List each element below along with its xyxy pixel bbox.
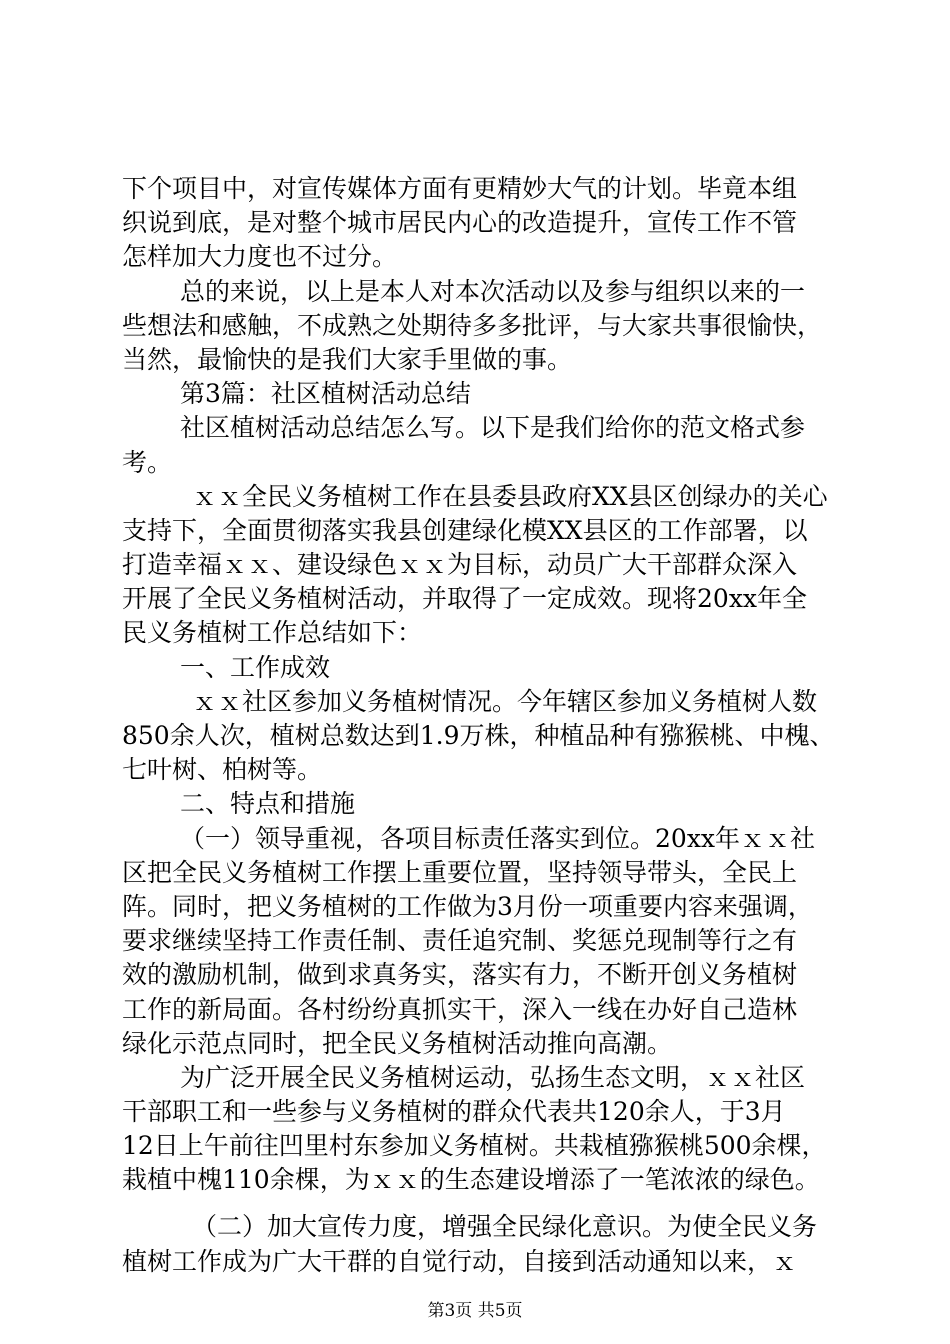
text-line: 考。 (122, 447, 173, 477)
text-line: ｘｘ全民义务植树工作在县委县政府XX县区创绿办的关心 (192, 481, 828, 511)
text-line: 850余人次，植树总数达到1.9万株，种植品种有猕猴桃、中槐、 (122, 721, 834, 750)
section-heading: 一、工作成效 (180, 652, 331, 682)
text-line: 些想法和感触，不成熟之处期待多多批评，与大家共事很愉快， (122, 310, 823, 340)
text-line: 阵。同时，把义务植树的工作做为3月份一项重要内容来强调， (122, 891, 813, 921)
text-line: 效的激励机制，做到求真务实，落实有力，不断开创义务植树 (122, 960, 798, 990)
text-line: 七叶树、柏树等。 (122, 755, 323, 785)
text-line: 工作的新局面。各村纷纷真抓实干，深入一线在办好自己造林 (122, 994, 798, 1024)
text-line: （一）领导重视，各项目标责任落实到位。20xx年ｘｘ社 (180, 823, 816, 853)
text-line: 怎样加大力度也不过分。 (122, 242, 398, 272)
text-line: 要求继续坚持工作责任制、责任追究制、奖惩兑现制等行之有 (122, 926, 798, 956)
text-line: 支持下，全面贯彻落实我县创建绿化模XX县区的工作部署，以 (122, 515, 808, 545)
text-line: 民义务植树工作总结如下： (122, 618, 423, 648)
text-line: 12日上午前往凹里村东参加义务植树。共栽植猕猴桃500余棵， (122, 1131, 827, 1161)
text-line: 社区植树活动总结怎么写。以下是我们给你的范文格式参 (180, 413, 806, 443)
section-heading: 第3篇：社区植树活动总结 (180, 379, 471, 409)
text-line: 为广泛开展全民义务植树运动，弘扬生态文明，ｘｘ社区 (180, 1062, 806, 1092)
text-line: 区把全民义务植树工作摆上重要位置，坚持领导带头，全民上 (122, 857, 798, 887)
text-line: 栽植中槐110余棵，为ｘｘ的生态建设增添了一笔浓浓的绿色。 (122, 1165, 820, 1195)
text-line: 植树工作成为广大干群的自觉行动，自接到活动通知以来，ｘ (122, 1246, 798, 1276)
text-line: 总的来说，以上是本人对本次活动以及参与组织以来的一 (180, 276, 806, 306)
text-line: ｘｘ社区参加义务植树情况。今年辖区参加义务植树人数 (192, 686, 818, 716)
text-line: 开展了全民义务植树活动，并取得了一定成效。现将20xx年全 (122, 584, 808, 614)
text-line: 织说到底，是对整个城市居民内心的改造提升，宣传工作不管 (122, 208, 798, 238)
page-footer: 第3页 共5页 (427, 1301, 523, 1321)
section-heading: 二、特点和措施 (180, 789, 356, 819)
body-text (122, 172, 834, 1279)
text-line: 下个项目中，对宣传媒体方面有更精妙大气的计划。毕竟本组 (122, 174, 798, 203)
text-line: 干部职工和一些参与义务植树的群众代表共120余人，于3月 (122, 1097, 786, 1127)
text-line: （二）加大宣传力度，增强全民绿化意识。为使全民义务 (192, 1212, 818, 1242)
text-line: 当然，最愉快的是我们大家手里做的事。 (122, 344, 573, 374)
text-line: 打造幸福ｘｘ、建设绿色ｘｘ为目标，动员广大干部群众深入 (122, 550, 798, 580)
text-line: 绿化示范点同时，把全民义务植树活动推向高潮。 (122, 1028, 673, 1058)
